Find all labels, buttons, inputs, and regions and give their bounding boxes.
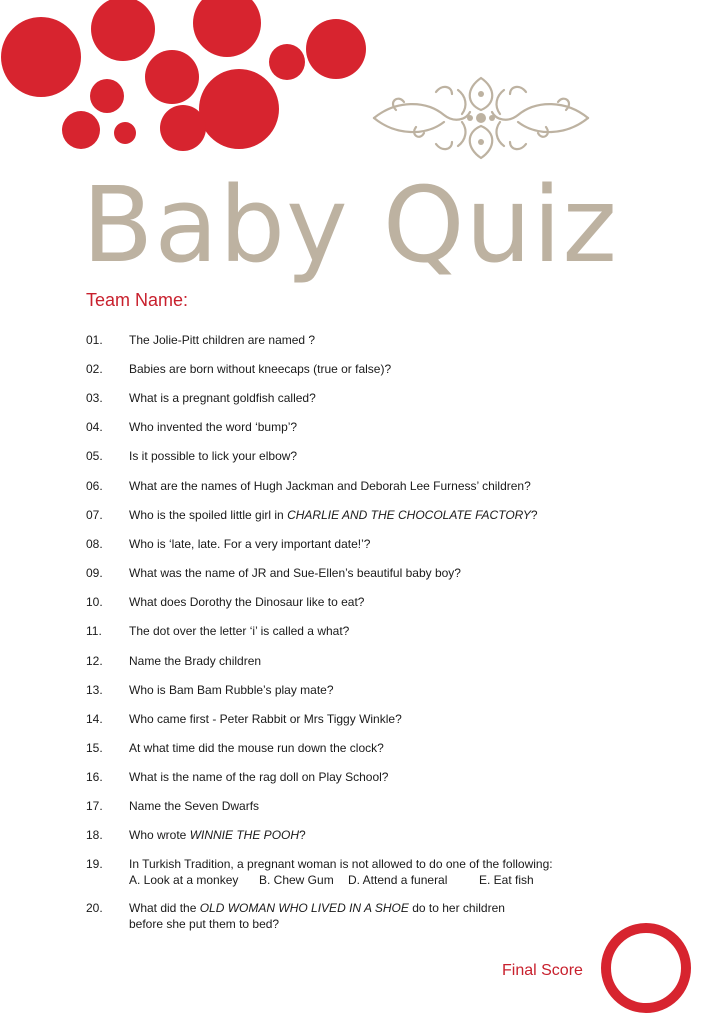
question-number: 03. xyxy=(86,391,103,405)
question-text: Who is the spoiled little girl in CHARLIE AND THE CHOCOLATE FACTORY? xyxy=(129,508,538,522)
answer-option: E. Eat fish xyxy=(479,873,534,887)
red-dot xyxy=(269,44,305,80)
red-dot xyxy=(114,122,136,144)
question-text: Who is ‘late, late. For a very important date!’? xyxy=(129,537,371,551)
question-number: 20. xyxy=(86,901,103,915)
question-text: What is a pregnant goldfish called? xyxy=(129,391,316,405)
red-dots-decoration xyxy=(0,0,400,160)
ornament-flourish-icon xyxy=(366,70,596,165)
answer-option: B. Chew Gum xyxy=(259,873,334,887)
question-text: Name the Seven Dwarfs xyxy=(129,799,260,813)
page-title: Baby Quiz xyxy=(82,164,618,286)
question-number: 01. xyxy=(86,333,103,347)
question-text: The Jolie-Pitt children are named ? xyxy=(129,333,316,347)
question-number: 17. xyxy=(86,799,103,813)
red-dot xyxy=(145,50,199,104)
question-text: Who invented the word ‘bump’? xyxy=(129,420,298,434)
question-number: 10. xyxy=(86,595,103,609)
question-text: At what time did the mouse run down the clock? xyxy=(129,741,384,755)
question-number: 14. xyxy=(86,712,103,726)
red-dot xyxy=(62,111,100,149)
question-text: What is the name of the rag doll on Play School? xyxy=(129,770,389,784)
question-number: 06. xyxy=(86,479,103,493)
score-circle xyxy=(598,920,694,1016)
question-text: Name the Brady children xyxy=(129,654,262,668)
question-number: 13. xyxy=(86,683,103,697)
answer-option: D. Attend a funeral xyxy=(348,873,448,887)
question-number: 07. xyxy=(86,508,103,522)
red-dot xyxy=(199,69,279,149)
question-number: 12. xyxy=(86,654,103,668)
question-text: What are the names of Hugh Jackman and Deborah Lee Furness’ children? xyxy=(129,479,531,493)
red-dot xyxy=(1,17,81,97)
question-number: 11. xyxy=(86,624,102,638)
question-text: Who is Bam Bam Rubble’s play mate? xyxy=(129,683,334,697)
red-dot xyxy=(193,0,261,57)
question-text: Who wrote WINNIE THE POOH? xyxy=(129,828,306,842)
question-text: What does Dorothy the Dinosaur like to eat? xyxy=(129,595,365,609)
question-number: 18. xyxy=(86,828,103,842)
question-text: In Turkish Tradition, a pregnant woman is not allowed to do one of the following: A. Look at a monkey B. Chew Gum D. Attend a funeral E. Eat fish xyxy=(129,856,659,888)
question-number: 16. xyxy=(86,770,103,784)
red-dot xyxy=(91,0,155,61)
question-number: 05. xyxy=(86,449,103,463)
question-number: 02. xyxy=(86,362,103,376)
red-dot xyxy=(160,105,206,151)
final-score-label: Final Score xyxy=(502,962,583,979)
red-dot xyxy=(90,79,124,113)
question-text: Babies are born without kneecaps (true or false)? xyxy=(129,362,392,376)
question-text: The dot over the letter ‘i’ is called a what? xyxy=(129,624,350,638)
question-number: 04. xyxy=(86,420,103,434)
answer-option: A. Look at a monkey xyxy=(129,873,239,887)
question-number: 08. xyxy=(86,537,103,551)
question-text: Who came first - Peter Rabbit or Mrs Tiggy Winkle? xyxy=(129,712,402,726)
question-text: What did the OLD WOMAN WHO LIVED IN A SHOE do to her children before she put them to bed? xyxy=(129,901,505,931)
question-number: 15. xyxy=(86,741,103,755)
question-number: 19. xyxy=(86,857,103,871)
question-text: What was the name of JR and Sue-Ellen’s beautiful baby boy? xyxy=(129,566,461,580)
question-number: 09. xyxy=(86,566,103,580)
question-text: Is it possible to lick your elbow? xyxy=(129,449,298,463)
answer-options xyxy=(129,872,659,888)
red-dot xyxy=(306,19,366,79)
team-name-label: Team Name: xyxy=(86,290,189,310)
